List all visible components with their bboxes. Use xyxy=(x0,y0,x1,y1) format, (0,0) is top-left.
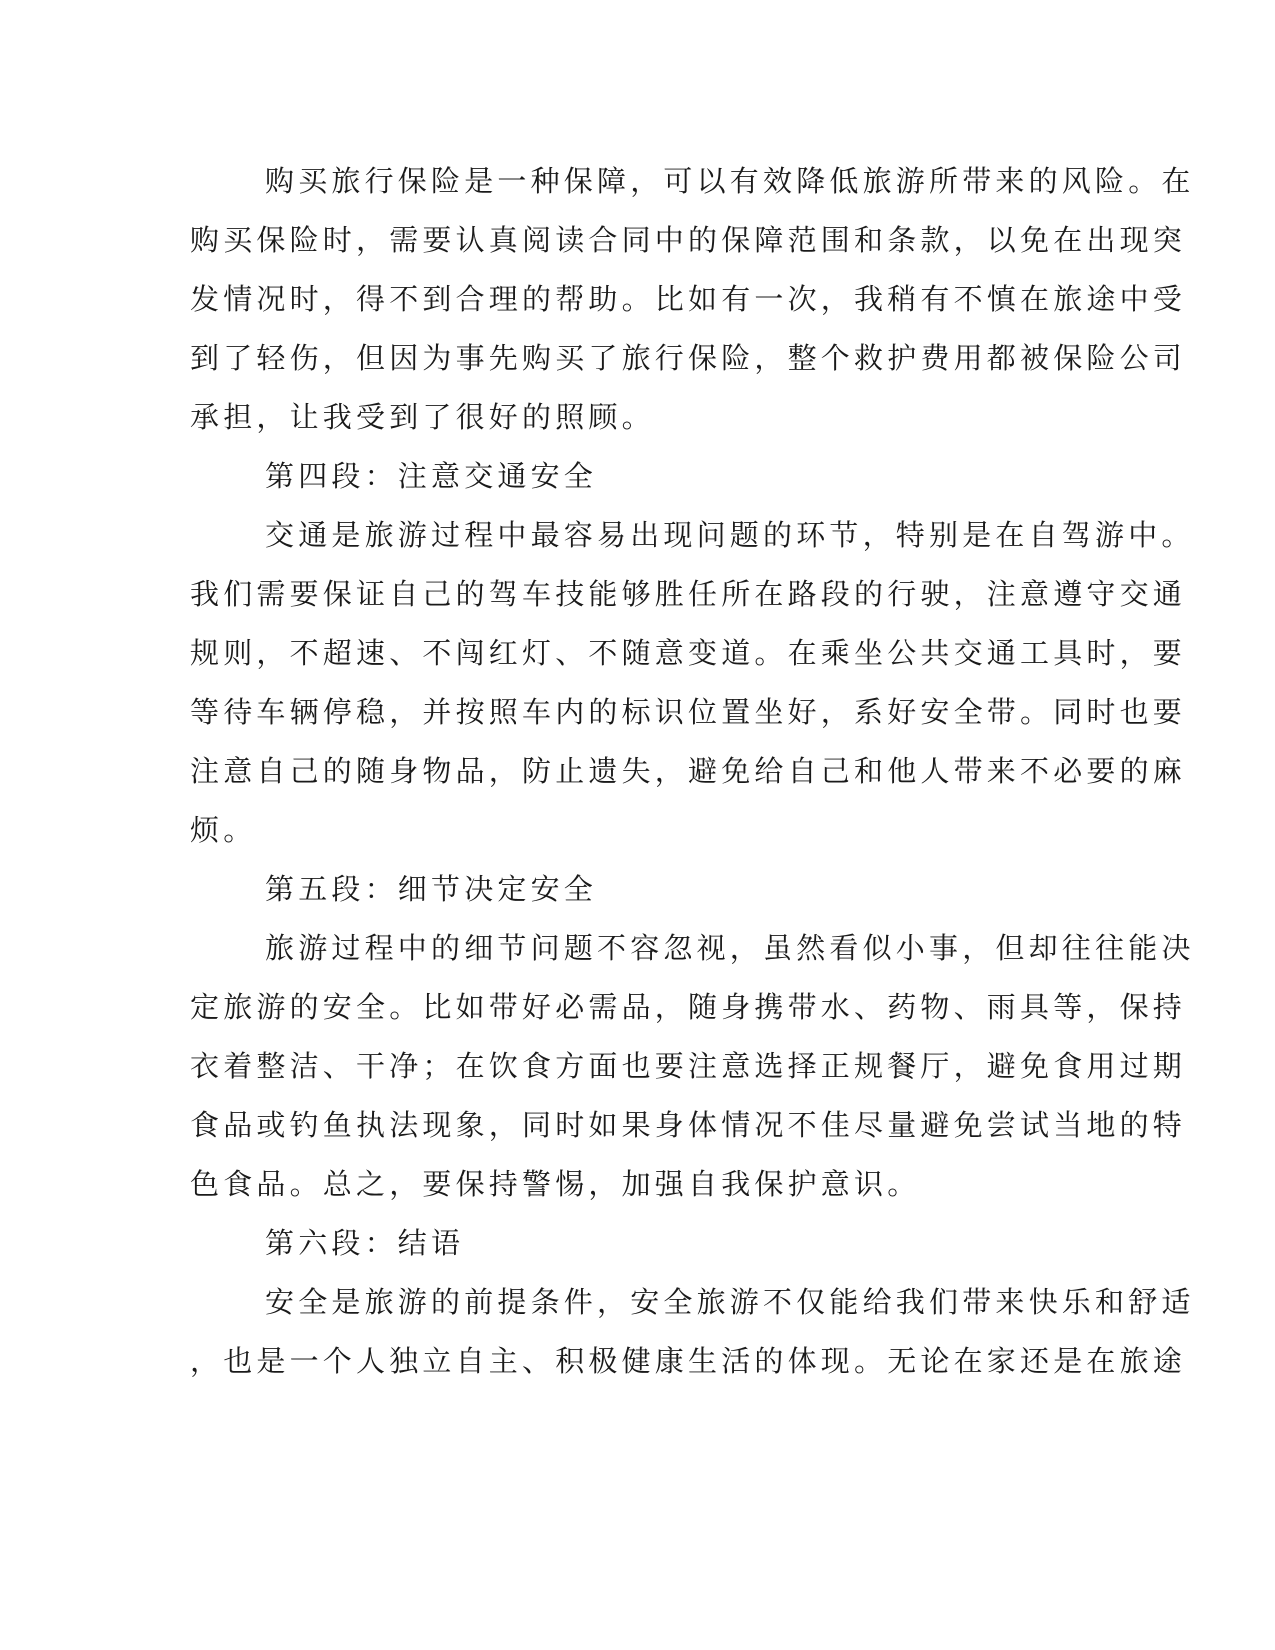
paragraph-line: 我们需要保证自己的驾车技能够胜任所在路段的行驶，注意遵守交通 xyxy=(190,577,1187,611)
section-heading: 第六段：结语 xyxy=(265,1226,465,1260)
paragraph-line: 定旅游的安全。比如带好必需品，随身携带水、药物、雨具等，保持 xyxy=(190,990,1187,1024)
paragraph-line: 安全是旅游的前提条件，安全旅游不仅能给我们带来快乐和舒适 xyxy=(265,1285,1195,1319)
section-heading: 第五段：细节决定安全 xyxy=(265,872,598,906)
paragraph-line: 规则，不超速、不闯红灯、不随意变道。在乘坐公共交通工具时，要 xyxy=(190,636,1187,670)
paragraph-line: 购买保险时，需要认真阅读合同中的保障范围和条款，以免在出现突 xyxy=(190,223,1187,257)
paragraph-line: 承担，让我受到了很好的照顾。 xyxy=(190,400,655,434)
paragraph-line: 注意自己的随身物品，防止遗失，避免给自己和他人带来不必要的麻 xyxy=(190,754,1187,788)
paragraph-line: 旅游过程中的细节问题不容忽视，虽然看似小事，但却往往能决 xyxy=(265,931,1195,965)
paragraph-line: 发情况时，得不到合理的帮助。比如有一次，我稍有不慎在旅途中受 xyxy=(190,282,1187,316)
section-heading: 第四段：注意交通安全 xyxy=(265,459,598,493)
paragraph-line: 色食品。总之，要保持警惕，加强自我保护意识。 xyxy=(190,1167,921,1201)
paragraph-line: 到了轻伤，但因为事先购买了旅行保险，整个救护费用都被保险公司 xyxy=(190,341,1187,375)
paragraph-line: 食品或钓鱼执法现象，同时如果身体情况不佳尽量避免尝试当地的特 xyxy=(190,1108,1187,1142)
paragraph-line: 烦。 xyxy=(190,813,257,847)
paragraph-line: ，也是一个人独立自主、积极健康生活的体现。无论在家还是在旅途 xyxy=(190,1344,1187,1378)
paragraph-line: 等待车辆停稳，并按照车内的标识位置坐好，系好安全带。同时也要 xyxy=(190,695,1187,729)
paragraph-line: 衣着整洁、干净；在饮食方面也要注意选择正规餐厅，避免食用过期 xyxy=(190,1049,1187,1083)
paragraph-line: 交通是旅游过程中最容易出现问题的环节，特别是在自驾游中。 xyxy=(265,518,1195,552)
paragraph-line: 购买旅行保险是一种保障，可以有效降低旅游所带来的风险。在 xyxy=(265,164,1195,198)
